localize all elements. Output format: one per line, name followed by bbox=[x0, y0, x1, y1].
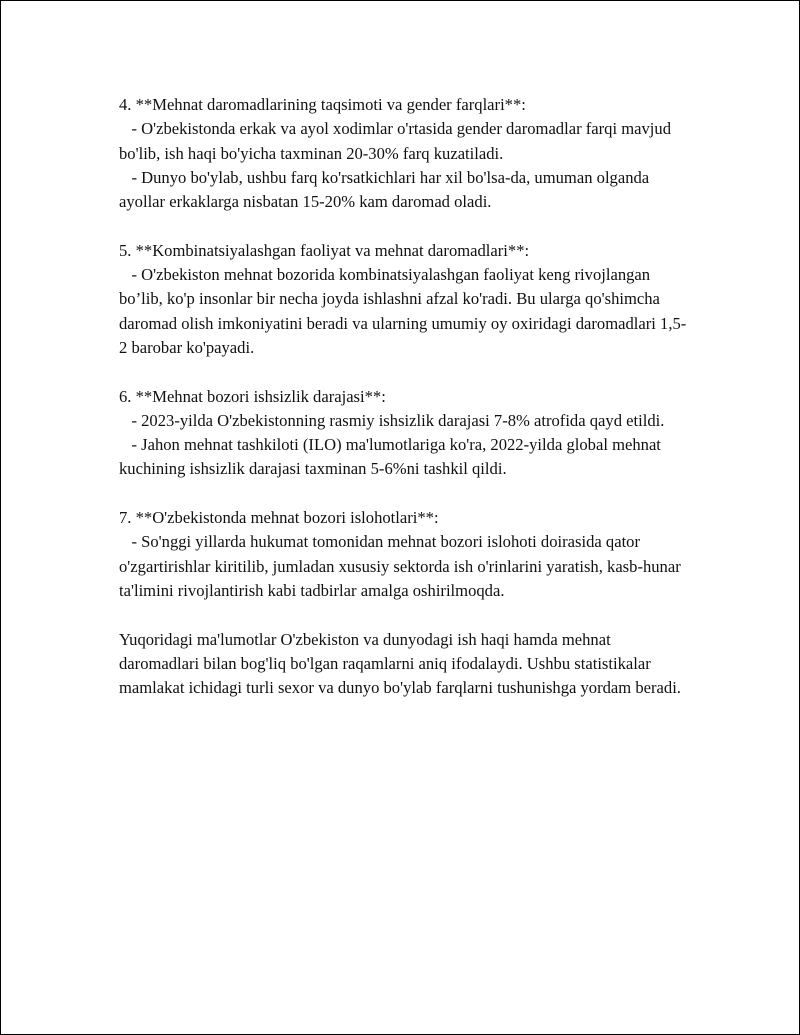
bullet-item: - Jahon mehnat tashkiloti (ILO) ma'lumotlariga ko'ra, 2022-yilda global mehnat kuchining ishsizlik darajasi taxminan 5-6%ni tashkil qildi. bbox=[119, 435, 666, 479]
bullet-item: - So'nggi yillarda hukumat tomonidan mehnat bozori islohoti doirasida qator o'zgartirishlar kiritilib, jumladan xususiy sektorda ish o'rinlarini yaratish, kasb-hunar ta'limini rivojlantirish kabi tadbirlar amalga oshirilmoqda. bbox=[119, 532, 685, 600]
section-heading: 6. **Mehnat bozori ishsizlik darajasi**: bbox=[119, 386, 386, 406]
bullet-item: - 2023-yilda O'zbekistonning rasmiy ishsizlik darajasi 7-8% atrofida qayd etildi. bbox=[119, 410, 665, 430]
bullet-item: - Dunyo bo'ylab, ushbu farq ko'rsatkichlari har xil bo'lsa-da, umuman olganda ayollar erkaklarga nisbatan 15-20% kam daromad oladi. bbox=[119, 167, 654, 212]
section-gender-income bbox=[119, 93, 689, 214]
bullet-item: - O'zbekistonda erkak va ayol xodimlar o'rtasida gender daromadlar farqi mavjud bo'lib, ish haqi bo'yicha taxminan 20-30% farq kuzatiladi. bbox=[119, 119, 676, 163]
conclusion-paragraph: Yuqoridagi ma'lumotlar O'zbekiston va dunyodagi ish haqi hamda mehnat daromadlari bilan bog'liq bo'lgan raqamlarni aniq ifodalaydi. Ushbu statistikalar mamlakat ichidagi turli sexor va dunyo bo'ylab farqlarni tushunishga yordam beradi. bbox=[119, 629, 681, 698]
section-unemployment bbox=[119, 385, 689, 482]
section-reforms bbox=[119, 506, 689, 603]
conclusion-section bbox=[119, 628, 689, 701]
section-combined-activity bbox=[119, 239, 689, 360]
bullet-item: - O'zbekiston mehnat bozorida kombinatsiyalashgan faoliyat keng rivojlangan bo’lib, ko'p insonlar bir necha joyda ishlashni afzal ko'radi. Bu ularga qo'shimcha daromad olish imkoniyatini beradi va ularning umumiy oy oxiridagi daromadlari 1,5-2 barobar ko'payadi. bbox=[119, 265, 687, 357]
section-heading: 5. **Kombinatsiyalashgan faoliyat va mehnat daromadlari**: bbox=[119, 240, 530, 260]
section-heading: 4. **Mehnat daromadlarining taqsimoti va gender farqlari**: bbox=[119, 95, 526, 114]
document-body bbox=[119, 93, 689, 725]
section-heading: 7. **O'zbekistonda mehnat bozori islohotlari**: bbox=[119, 508, 439, 528]
